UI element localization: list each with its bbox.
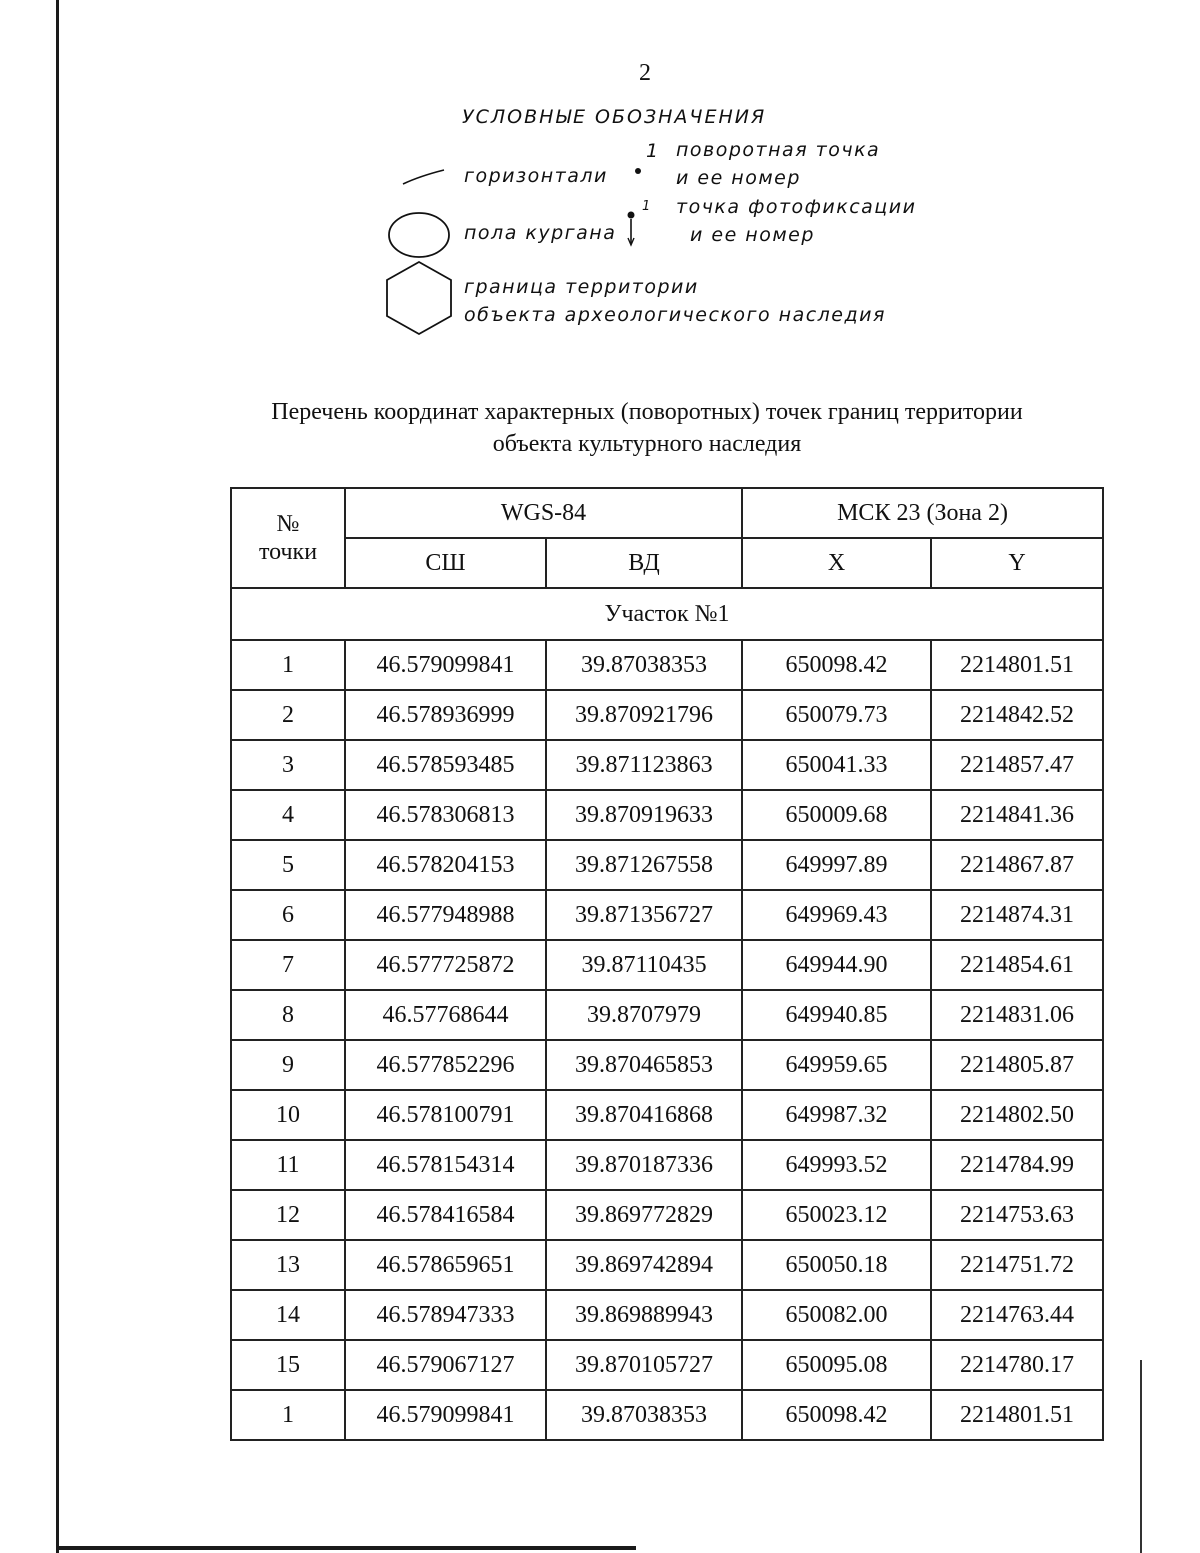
legend-contours-label: горизонтали	[464, 165, 608, 187]
point-number-cell: 3	[231, 740, 345, 790]
header-x: X	[742, 538, 931, 588]
point-number-cell: 7	[231, 940, 345, 990]
y-cell: 2214874.31	[931, 890, 1103, 940]
latitude-cell: 46.577852296	[345, 1040, 546, 1090]
x-cell: 649944.90	[742, 940, 931, 990]
longitude-cell: 39.870919633	[546, 790, 742, 840]
header-latitude: СШ	[345, 538, 546, 588]
section-row	[231, 588, 1103, 640]
legend-turning-point-line2: и ее номер	[676, 167, 801, 189]
header-longitude: ВД	[546, 538, 742, 588]
table-header-row	[231, 488, 1103, 538]
legend-boundary-line2: объекта археологического наследия	[464, 304, 886, 326]
x-cell: 650095.08	[742, 1340, 931, 1390]
y-cell: 2214801.51	[931, 640, 1103, 690]
table-row	[231, 1390, 1103, 1440]
latitude-cell: 46.57768644	[345, 990, 546, 1040]
page-number: 2	[639, 60, 651, 86]
longitude-cell: 39.87110435	[546, 940, 742, 990]
table-row	[231, 1140, 1103, 1190]
longitude-cell: 39.871356727	[546, 890, 742, 940]
legend	[0, 0, 1200, 360]
point-number-cell: 11	[231, 1140, 345, 1190]
point-number-cell: 8	[231, 990, 345, 1040]
photo-point-icon	[628, 212, 635, 246]
longitude-cell: 39.870187336	[546, 1140, 742, 1190]
latitude-cell: 46.578659651	[345, 1240, 546, 1290]
legend-boundary-line1: граница территории	[464, 276, 699, 298]
latitude-cell: 46.578936999	[345, 690, 546, 740]
y-cell: 2214841.36	[931, 790, 1103, 840]
point-number-cell: 13	[231, 1240, 345, 1290]
x-cell: 649997.89	[742, 840, 931, 890]
y-cell: 2214751.72	[931, 1240, 1103, 1290]
legend-photo-point-line1: точка фотофиксации	[676, 196, 917, 218]
x-cell: 650009.68	[742, 790, 931, 840]
latitude-cell: 46.578416584	[345, 1190, 546, 1240]
y-cell: 2214784.99	[931, 1140, 1103, 1190]
table-row	[231, 640, 1103, 690]
longitude-cell: 39.8707979	[546, 990, 742, 1040]
y-cell: 2214801.51	[931, 1390, 1103, 1440]
point-number-cell: 14	[231, 1290, 345, 1340]
longitude-cell: 39.871267558	[546, 840, 742, 890]
legend-turning-point-number: 1	[646, 140, 660, 162]
list-title-line1: Перечень координат характерных (поворотных) точек границ территории	[271, 399, 1023, 425]
longitude-cell: 39.871123863	[546, 740, 742, 790]
latitude-cell: 46.578204153	[345, 840, 546, 890]
longitude-cell: 39.869889943	[546, 1290, 742, 1340]
latitude-cell: 46.577725872	[345, 940, 546, 990]
table-subheader-row	[231, 538, 1103, 588]
latitude-cell: 46.579067127	[345, 1340, 546, 1390]
table-row	[231, 1340, 1103, 1390]
y-cell: 2214857.47	[931, 740, 1103, 790]
latitude-cell: 46.578154314	[345, 1140, 546, 1190]
list-title-line2: объекта культурного наследия	[492, 431, 802, 457]
x-cell: 650079.73	[742, 690, 931, 740]
x-cell: 650098.42	[742, 1390, 931, 1440]
header-wgs84: WGS-84	[345, 488, 742, 538]
x-cell: 649940.85	[742, 990, 931, 1040]
coordinates-table	[230, 487, 1104, 1441]
latitude-cell: 46.578947333	[345, 1290, 546, 1340]
y-cell: 2214831.06	[931, 990, 1103, 1040]
latitude-cell: 46.579099841	[345, 1390, 546, 1440]
longitude-cell: 39.87038353	[546, 1390, 742, 1440]
list-title	[0, 396, 1200, 460]
header-msk23: МСК 23 (Зона 2)	[742, 488, 1103, 538]
longitude-cell: 39.870416868	[546, 1090, 742, 1140]
table-row	[231, 890, 1103, 940]
table-row	[231, 940, 1103, 990]
point-number-cell: 15	[231, 1340, 345, 1390]
x-cell: 649993.52	[742, 1140, 931, 1190]
table-row	[231, 1090, 1103, 1140]
y-cell: 2214842.52	[931, 690, 1103, 740]
boundary-hexagon-icon	[387, 262, 451, 334]
point-number-cell: 12	[231, 1190, 345, 1240]
latitude-cell: 46.578593485	[345, 740, 546, 790]
table-row	[231, 1190, 1103, 1240]
x-cell: 650098.42	[742, 640, 931, 690]
y-cell: 2214805.87	[931, 1040, 1103, 1090]
header-number-sign: №	[276, 511, 300, 537]
legend-photo-point-line2: и ее номер	[690, 224, 815, 246]
y-cell: 2214753.63	[931, 1190, 1103, 1240]
y-cell: 2214854.61	[931, 940, 1103, 990]
latitude-cell: 46.578306813	[345, 790, 546, 840]
x-cell: 649987.32	[742, 1090, 931, 1140]
longitude-cell: 39.87038353	[546, 640, 742, 690]
legend-mound-label: пола кургана	[464, 222, 617, 244]
x-cell: 650023.12	[742, 1190, 931, 1240]
scan-edge-right	[1140, 1360, 1142, 1553]
x-cell: 650050.18	[742, 1240, 931, 1290]
longitude-cell: 39.870465853	[546, 1040, 742, 1090]
longitude-cell: 39.869772829	[546, 1190, 742, 1240]
table-row	[231, 1290, 1103, 1340]
point-number-cell: 2	[231, 690, 345, 740]
longitude-cell: 39.869742894	[546, 1240, 742, 1290]
latitude-cell: 46.577948988	[345, 890, 546, 940]
longitude-cell: 39.870921796	[546, 690, 742, 740]
contour-line-icon	[403, 170, 444, 184]
point-number-cell: 1	[231, 1390, 345, 1440]
x-cell: 650041.33	[742, 740, 931, 790]
latitude-cell: 46.579099841	[345, 640, 546, 690]
legend-turning-point-line1: поворотная точка	[676, 139, 881, 161]
y-cell: 2214780.17	[931, 1340, 1103, 1390]
point-number-cell: 5	[231, 840, 345, 890]
x-cell: 649969.43	[742, 890, 931, 940]
point-number-cell: 6	[231, 890, 345, 940]
y-cell: 2214763.44	[931, 1290, 1103, 1340]
header-y: Y	[931, 538, 1103, 588]
point-number-cell: 4	[231, 790, 345, 840]
x-cell: 650082.00	[742, 1290, 931, 1340]
table-row	[231, 1240, 1103, 1290]
table-row	[231, 1040, 1103, 1090]
y-cell: 2214867.87	[931, 840, 1103, 890]
point-number-cell: 10	[231, 1090, 345, 1140]
turning-point-dot-icon	[635, 168, 641, 174]
latitude-cell: 46.578100791	[345, 1090, 546, 1140]
section-label: Участок №1	[231, 588, 1103, 640]
table-row	[231, 840, 1103, 890]
x-cell: 649959.65	[742, 1040, 931, 1090]
table-row	[231, 790, 1103, 840]
longitude-cell: 39.870105727	[546, 1340, 742, 1390]
legend-photo-point-number: 1	[642, 199, 652, 214]
point-number-cell: 1	[231, 640, 345, 690]
point-number-cell: 9	[231, 1040, 345, 1090]
mound-ellipse-icon	[389, 213, 449, 257]
table-row	[231, 690, 1103, 740]
y-cell: 2214802.50	[931, 1090, 1103, 1140]
header-point-number	[231, 488, 345, 588]
header-point-word: точки	[258, 539, 318, 565]
table-row	[231, 740, 1103, 790]
table-row	[231, 990, 1103, 1040]
legend-title: УСЛОВНЫЕ ОБОЗНАЧЕНИЯ	[462, 106, 767, 128]
scan-edge-bottom	[56, 1546, 636, 1550]
